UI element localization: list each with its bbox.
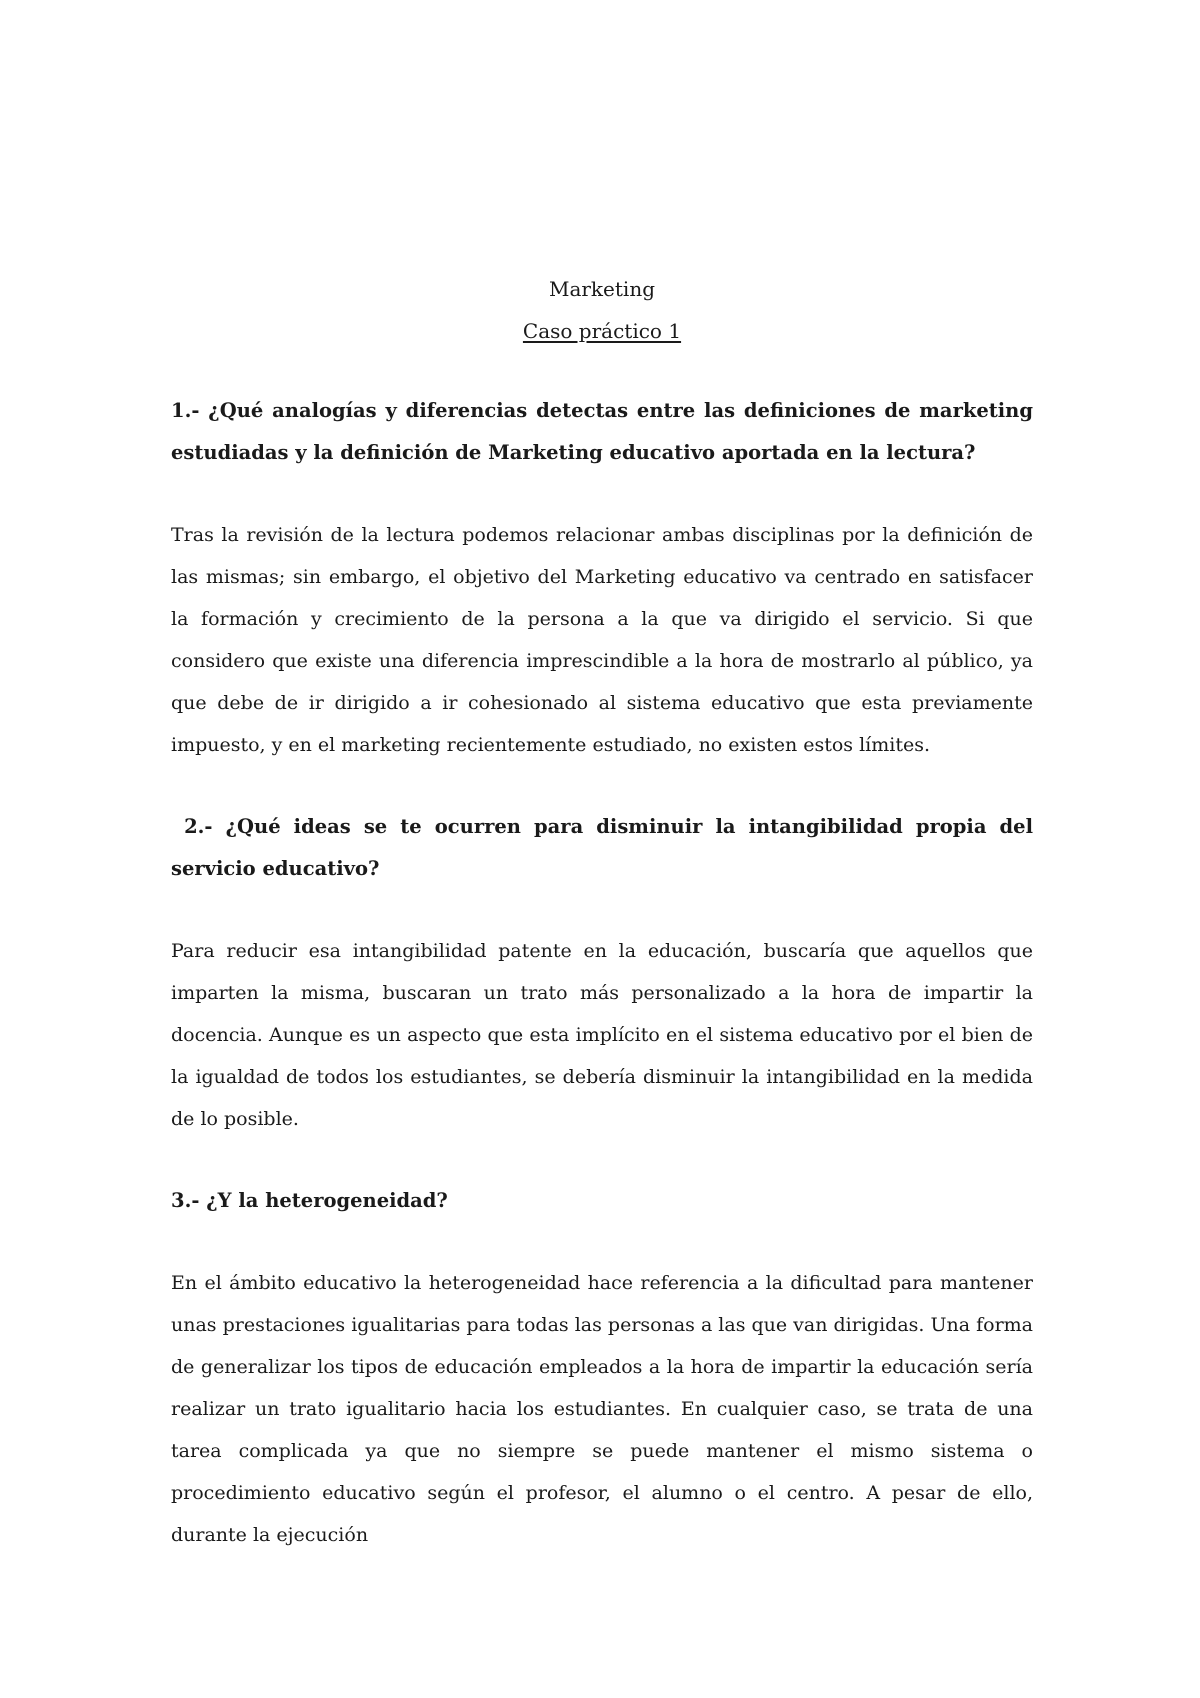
- answer-3: En el ámbito educativo la heterogeneidad hace referencia a la dificultad para mantener unas prestaciones igualitarias para todas las personas a las que van dirigidas. Una forma de generalizar los tipos de educación empleados a la hora de impartir la educación sería realizar un trato igualitario hacia los estudiantes. En cualquier caso, se trata de una tarea complicada ya que no siempre se puede mantener el mismo sistema o procedimiento educativo según el profesor, el alumno o el centro. A pesar de ello, durante la ejecución: [171, 1272, 1033, 1546]
- question-3: 3.- ¿Y la heterogeneidad?: [171, 1189, 448, 1212]
- question-2: 2.- ¿Qué ideas se te ocurren para disminuir la intangibilidad propia del servicio educativo?: [171, 815, 1040, 880]
- answer-2: Para reducir esa intangibilidad patente en la educación, buscaría que aquellos que imparten la misma, buscaran un trato más personalizado a la hora de impartir la docencia. Aunque es un aspecto que esta implícito en el sistema educativo por el bien de la igualdad de todos los estudiantes, se debería disminuir la intangibilidad en la medida de lo posible.: [171, 940, 1033, 1130]
- document-title: Marketing: [548, 277, 656, 301]
- answer-1: Tras la revisión de la lectura podemos relacionar ambas disciplinas por la definición de las mismas; sin embargo, el objetivo del Marketing educativo va centrado en satisfacer la formación y crecimiento de la persona a la que va dirigido el servicio. Si que considero que existe una diferencia imprescindible a la hora de mostrarlo al público, ya que debe de ir dirigido a ir cohesionado al sistema educativo que esta previamente impuesto, y en el marketing recientemente estudiado, no existen estos límites.: [171, 524, 1033, 756]
- document-subtitle: Caso práctico 1: [522, 319, 682, 343]
- question-1: 1.- ¿Qué analogías y diferencias detectas entre las definiciones de marketing estudiadas y la definición de Marketing educativo aportada en la lectura?: [171, 399, 1033, 464]
- document-body: [171, 268, 1040, 1556]
